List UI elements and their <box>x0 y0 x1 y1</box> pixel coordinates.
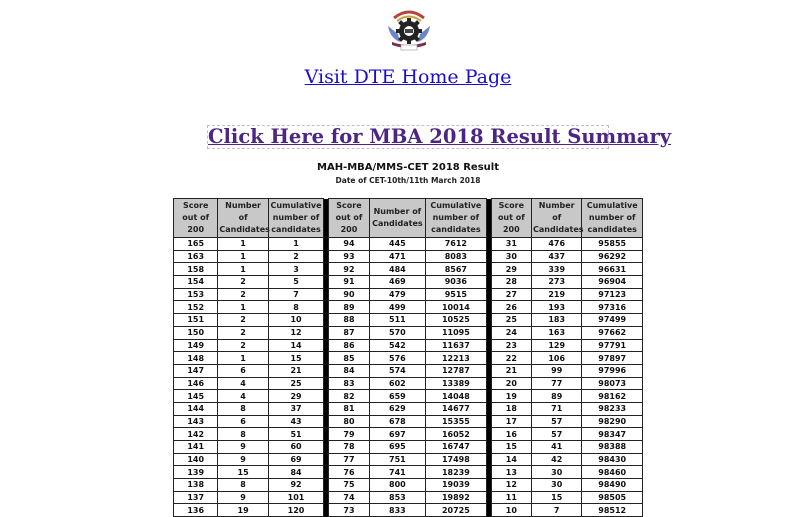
table-row <box>174 326 643 339</box>
cell-cumulative: 98347 <box>582 428 643 441</box>
cell-candidates: 41 <box>532 441 582 454</box>
cell-cumulative: 5 <box>268 276 323 289</box>
cell-cumulative: 98505 <box>582 491 643 504</box>
cell-candidates: 800 <box>369 479 425 492</box>
cell-cumulative: 96631 <box>582 263 643 276</box>
cell-cumulative: 98233 <box>582 402 643 415</box>
table-row <box>174 504 643 517</box>
cell-candidates: 437 <box>532 250 582 263</box>
table-header-row <box>174 199 643 238</box>
cell-score: 18 <box>491 402 531 415</box>
cell-score: 149 <box>174 339 218 352</box>
cell-score: 145 <box>174 390 218 403</box>
cell-score: 78 <box>329 441 369 454</box>
cell-candidates: 6 <box>218 415 268 428</box>
cell-score: 14 <box>491 453 531 466</box>
cell-cumulative: 12 <box>268 326 323 339</box>
cell-score: 93 <box>329 250 369 263</box>
cell-score: 76 <box>329 466 369 479</box>
result-table-container <box>173 198 643 517</box>
cell-score: 31 <box>491 238 531 251</box>
cell-candidates: 57 <box>532 428 582 441</box>
cell-score: 158 <box>174 263 218 276</box>
cell-candidates: 445 <box>369 238 425 251</box>
table-row <box>174 390 643 403</box>
cell-score: 154 <box>174 276 218 289</box>
cell-cumulative: 96292 <box>582 250 643 263</box>
table-row <box>174 339 643 352</box>
cell-candidates: 499 <box>369 301 425 314</box>
cell-cumulative: 13389 <box>426 377 487 390</box>
table-body <box>174 238 643 517</box>
cell-candidates: 602 <box>369 377 425 390</box>
col-header-cumulative: Cumulative number of candidates <box>582 199 643 238</box>
cell-cumulative: 43 <box>268 415 323 428</box>
cell-candidates: 511 <box>369 314 425 327</box>
cell-cumulative: 97123 <box>582 288 643 301</box>
score-distribution-table <box>173 198 643 517</box>
cell-cumulative: 14048 <box>426 390 487 403</box>
col-header-score: Score out of 200 <box>174 199 218 238</box>
cell-score: 85 <box>329 352 369 365</box>
table-row <box>174 250 643 263</box>
cell-cumulative: 98460 <box>582 466 643 479</box>
cell-score: 74 <box>329 491 369 504</box>
dte-home-link[interactable]: Visit DTE Home Page <box>304 66 512 88</box>
cell-cumulative: 20725 <box>426 504 487 517</box>
col-header-cumulative: Cumulative number of candidates <box>268 199 323 238</box>
cell-cumulative: 11095 <box>426 326 487 339</box>
cell-candidates: 129 <box>532 339 582 352</box>
cell-score: 143 <box>174 415 218 428</box>
cell-candidates: 89 <box>532 390 582 403</box>
cell-candidates: 469 <box>369 276 425 289</box>
cell-cumulative: 11637 <box>426 339 487 352</box>
cell-candidates: 71 <box>532 402 582 415</box>
cell-cumulative: 15 <box>268 352 323 365</box>
cell-candidates: 19 <box>218 504 268 517</box>
cell-cumulative: 21 <box>268 364 323 377</box>
cell-score: 144 <box>174 402 218 415</box>
cell-score: 148 <box>174 352 218 365</box>
table-row <box>174 377 643 390</box>
cell-cumulative: 7 <box>268 288 323 301</box>
table-row <box>174 402 643 415</box>
cell-candidates: 77 <box>532 377 582 390</box>
cell-candidates: 7 <box>532 504 582 517</box>
col-header-cumulative: Cumulative number of candidates <box>426 199 487 238</box>
table-row <box>174 491 643 504</box>
cell-candidates: 479 <box>369 288 425 301</box>
cell-candidates: 15 <box>532 491 582 504</box>
table-row <box>174 276 643 289</box>
cell-candidates: 8 <box>218 479 268 492</box>
cell-score: 12 <box>491 479 531 492</box>
cell-cumulative: 7612 <box>426 238 487 251</box>
cell-score: 146 <box>174 377 218 390</box>
cell-candidates: 574 <box>369 364 425 377</box>
cell-cumulative: 84 <box>268 466 323 479</box>
table-row <box>174 288 643 301</box>
cell-candidates: 471 <box>369 250 425 263</box>
cell-score: 73 <box>329 504 369 517</box>
cell-candidates: 542 <box>369 339 425 352</box>
cell-candidates: 2 <box>218 276 268 289</box>
cell-candidates: 6 <box>218 364 268 377</box>
cell-candidates: 484 <box>369 263 425 276</box>
cell-candidates: 751 <box>369 453 425 466</box>
cell-score: 89 <box>329 301 369 314</box>
cell-cumulative: 3 <box>268 263 323 276</box>
dte-logo <box>384 4 434 52</box>
cell-cumulative: 10014 <box>426 301 487 314</box>
cell-cumulative: 120 <box>268 504 323 517</box>
cell-score: 26 <box>491 301 531 314</box>
cell-score: 91 <box>329 276 369 289</box>
cell-score: 23 <box>491 339 531 352</box>
cell-candidates: 1 <box>218 352 268 365</box>
cell-candidates: 273 <box>532 276 582 289</box>
cell-cumulative: 98430 <box>582 453 643 466</box>
cell-candidates: 2 <box>218 326 268 339</box>
cell-candidates: 163 <box>532 326 582 339</box>
cell-candidates: 219 <box>532 288 582 301</box>
cell-cumulative: 14677 <box>426 402 487 415</box>
cell-score: 86 <box>329 339 369 352</box>
cell-score: 29 <box>491 263 531 276</box>
col-header-candidates: Number of Candidates <box>218 199 268 238</box>
cell-cumulative: 19892 <box>426 491 487 504</box>
cell-cumulative: 37 <box>268 402 323 415</box>
cell-score: 15 <box>491 441 531 454</box>
cell-score: 141 <box>174 441 218 454</box>
cell-score: 142 <box>174 428 218 441</box>
cell-candidates: 9 <box>218 491 268 504</box>
cell-candidates: 9 <box>218 441 268 454</box>
cell-score: 24 <box>491 326 531 339</box>
mba-result-summary-link[interactable]: Click Here for MBA 2018 Result Summary <box>208 125 672 148</box>
cell-cumulative: 16747 <box>426 441 487 454</box>
table-row <box>174 479 643 492</box>
cell-cumulative: 97791 <box>582 339 643 352</box>
cell-cumulative: 98073 <box>582 377 643 390</box>
cell-cumulative: 16052 <box>426 428 487 441</box>
cell-score: 140 <box>174 453 218 466</box>
cell-cumulative: 12787 <box>426 364 487 377</box>
cell-score: 92 <box>329 263 369 276</box>
cell-cumulative: 1 <box>268 238 323 251</box>
emblem-icon <box>384 4 434 52</box>
cell-score: 147 <box>174 364 218 377</box>
cell-cumulative: 10 <box>268 314 323 327</box>
cell-candidates: 15 <box>218 466 268 479</box>
cell-candidates: 695 <box>369 441 425 454</box>
cell-candidates: 183 <box>532 314 582 327</box>
cell-cumulative: 69 <box>268 453 323 466</box>
table-row <box>174 428 643 441</box>
cell-cumulative: 9036 <box>426 276 487 289</box>
cell-cumulative: 8083 <box>426 250 487 263</box>
result-title: MAH-MBA/MMS-CET 2018 Result <box>317 162 499 173</box>
cell-score: 16 <box>491 428 531 441</box>
cell-score: 25 <box>491 314 531 327</box>
table-row <box>174 364 643 377</box>
cell-score: 136 <box>174 504 218 517</box>
cell-candidates: 106 <box>532 352 582 365</box>
cell-candidates: 1 <box>218 238 268 251</box>
cell-score: 22 <box>491 352 531 365</box>
cell-cumulative: 2 <box>268 250 323 263</box>
cell-score: 152 <box>174 301 218 314</box>
col-header-candidates: Number of Candidates <box>532 199 582 238</box>
table-row <box>174 314 643 327</box>
cell-candidates: 678 <box>369 415 425 428</box>
cell-cumulative: 14 <box>268 339 323 352</box>
col-header-score: Score out of 200 <box>491 199 531 238</box>
cell-cumulative: 12213 <box>426 352 487 365</box>
cell-cumulative: 98162 <box>582 390 643 403</box>
cell-candidates: 2 <box>218 314 268 327</box>
cell-score: 80 <box>329 415 369 428</box>
cell-candidates: 99 <box>532 364 582 377</box>
cell-candidates: 4 <box>218 390 268 403</box>
cell-cumulative: 8 <box>268 301 323 314</box>
cell-score: 75 <box>329 479 369 492</box>
cell-score: 30 <box>491 250 531 263</box>
cell-score: 88 <box>329 314 369 327</box>
cell-candidates: 193 <box>532 301 582 314</box>
cell-candidates: 339 <box>532 263 582 276</box>
cell-score: 87 <box>329 326 369 339</box>
cell-cumulative: 97996 <box>582 364 643 377</box>
cell-cumulative: 25 <box>268 377 323 390</box>
result-date: Date of CET-10th/11th March 2018 <box>335 176 481 185</box>
cell-score: 94 <box>329 238 369 251</box>
cell-score: 20 <box>491 377 531 390</box>
cell-cumulative: 29 <box>268 390 323 403</box>
cell-cumulative: 97662 <box>582 326 643 339</box>
cell-score: 151 <box>174 314 218 327</box>
cell-candidates: 2 <box>218 339 268 352</box>
cell-cumulative: 17498 <box>426 453 487 466</box>
cell-candidates: 30 <box>532 479 582 492</box>
cell-cumulative: 98490 <box>582 479 643 492</box>
cell-cumulative: 92 <box>268 479 323 492</box>
cell-candidates: 1 <box>218 250 268 263</box>
cell-candidates: 697 <box>369 428 425 441</box>
cell-cumulative: 97316 <box>582 301 643 314</box>
cell-cumulative: 97499 <box>582 314 643 327</box>
cell-candidates: 42 <box>532 453 582 466</box>
cell-cumulative: 95855 <box>582 238 643 251</box>
cell-score: 79 <box>329 428 369 441</box>
cell-candidates: 1 <box>218 301 268 314</box>
cell-score: 163 <box>174 250 218 263</box>
cell-candidates: 9 <box>218 453 268 466</box>
cell-cumulative: 97897 <box>582 352 643 365</box>
cell-cumulative: 8567 <box>426 263 487 276</box>
cell-cumulative: 18239 <box>426 466 487 479</box>
col-header-score: Score out of 200 <box>329 199 369 238</box>
cell-cumulative: 9515 <box>426 288 487 301</box>
cell-cumulative: 96904 <box>582 276 643 289</box>
cell-score: 150 <box>174 326 218 339</box>
table-row <box>174 441 643 454</box>
cell-cumulative: 101 <box>268 491 323 504</box>
cell-cumulative: 15355 <box>426 415 487 428</box>
cell-score: 90 <box>329 288 369 301</box>
cell-candidates: 833 <box>369 504 425 517</box>
cell-score: 77 <box>329 453 369 466</box>
cell-score: 19 <box>491 390 531 403</box>
table-row <box>174 453 643 466</box>
cell-candidates: 576 <box>369 352 425 365</box>
cell-cumulative: 51 <box>268 428 323 441</box>
cell-candidates: 476 <box>532 238 582 251</box>
cell-candidates: 2 <box>218 288 268 301</box>
col-header-candidates: Number of Candidates <box>369 199 425 238</box>
cell-score: 17 <box>491 415 531 428</box>
cell-score: 11 <box>491 491 531 504</box>
cell-candidates: 659 <box>369 390 425 403</box>
cell-cumulative: 98512 <box>582 504 643 517</box>
cell-candidates: 30 <box>532 466 582 479</box>
cell-score: 28 <box>491 276 531 289</box>
cell-cumulative: 19039 <box>426 479 487 492</box>
cell-candidates: 8 <box>218 402 268 415</box>
cell-candidates: 853 <box>369 491 425 504</box>
cell-score: 137 <box>174 491 218 504</box>
cell-score: 10 <box>491 504 531 517</box>
cell-score: 27 <box>491 288 531 301</box>
cell-candidates: 741 <box>369 466 425 479</box>
cell-candidates: 8 <box>218 428 268 441</box>
cell-cumulative: 60 <box>268 441 323 454</box>
table-row <box>174 466 643 479</box>
cell-score: 83 <box>329 377 369 390</box>
cell-cumulative: 98290 <box>582 415 643 428</box>
table-row <box>174 263 643 276</box>
cell-score: 21 <box>491 364 531 377</box>
cell-candidates: 57 <box>532 415 582 428</box>
table-row <box>174 352 643 365</box>
cell-cumulative: 10525 <box>426 314 487 327</box>
cell-score: 138 <box>174 479 218 492</box>
cell-candidates: 570 <box>369 326 425 339</box>
cell-score: 153 <box>174 288 218 301</box>
cell-score: 84 <box>329 364 369 377</box>
table-row <box>174 415 643 428</box>
table-row <box>174 301 643 314</box>
cell-score: 165 <box>174 238 218 251</box>
cell-score: 139 <box>174 466 218 479</box>
cell-score: 81 <box>329 402 369 415</box>
cell-cumulative: 98388 <box>582 441 643 454</box>
cell-candidates: 629 <box>369 402 425 415</box>
cell-candidates: 1 <box>218 263 268 276</box>
cell-score: 13 <box>491 466 531 479</box>
cell-candidates: 4 <box>218 377 268 390</box>
cell-score: 82 <box>329 390 369 403</box>
table-row <box>174 238 643 251</box>
